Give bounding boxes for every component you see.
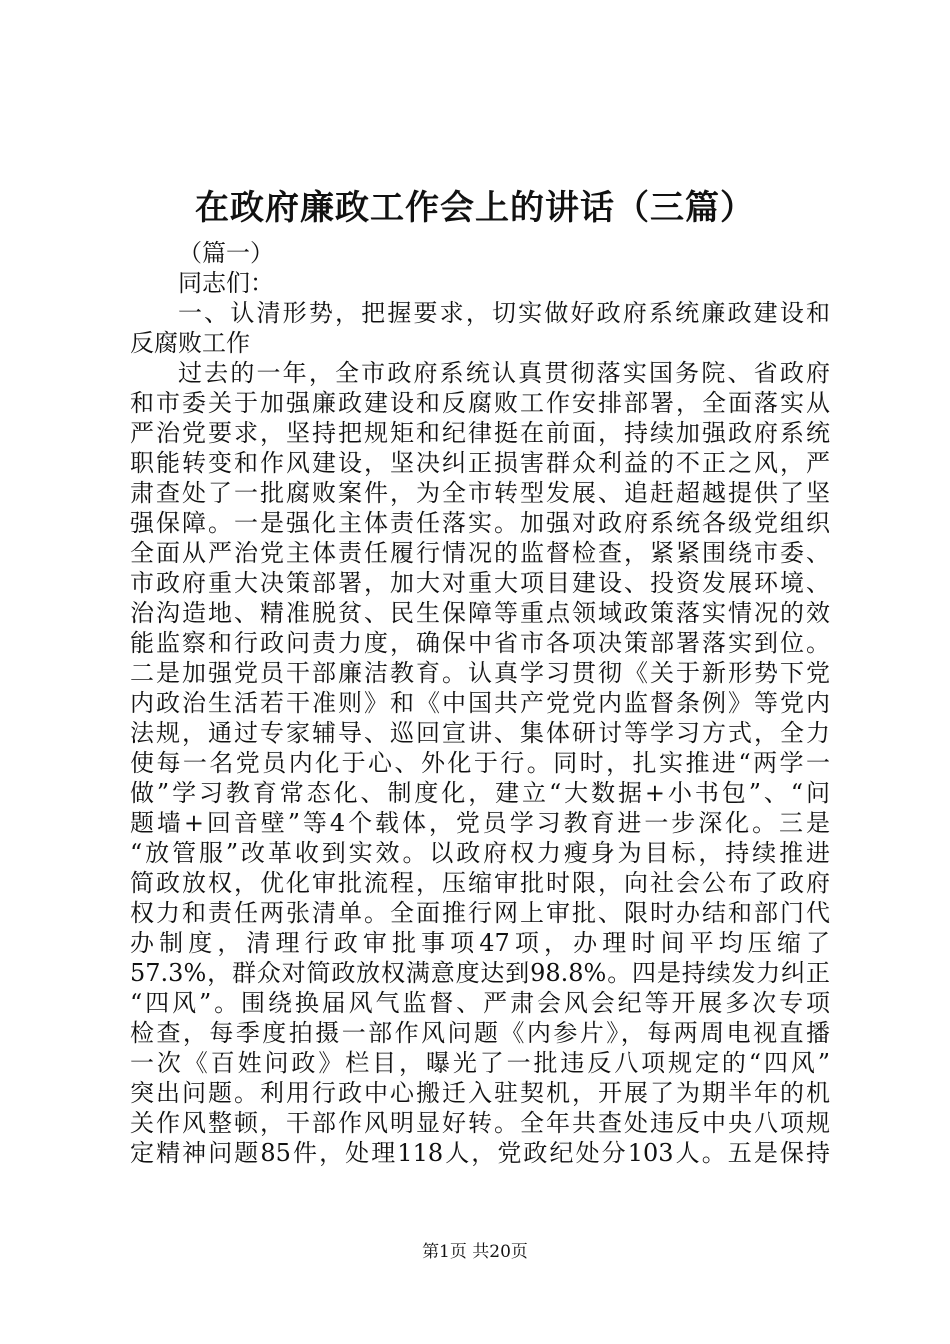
paragraph-line: 一次《百姓问政》栏目，曝光了一批违反八项规定的“四风” (130, 1049, 830, 1077)
paragraph-line: “放管服”改革收到实效。以政府权力瘦身为目标，持续推进 (130, 839, 830, 867)
paragraph-line: 简政放权，优化审批流程，压缩审批时限，向社会公布了政府 (130, 869, 830, 897)
paragraph-line: “四风”。围绕换届风气监督、严肃会风会纪等开展多次专项 (130, 989, 830, 1017)
section-label: （篇一） (178, 239, 274, 267)
heading-line: 反腐败工作 (130, 329, 250, 357)
salutation: 同志们： (178, 269, 274, 297)
paragraph-line: 职能转变和作风建设，坚决纠正损害群众利益的不正之风，严 (130, 449, 830, 477)
paragraph-line: 题墙+回音壁”等4个载体，党员学习教育进一步深化。三是 (130, 809, 830, 837)
paragraph-line: 权力和责任两张清单。全面推行网上审批、限时办结和部门代 (130, 899, 830, 927)
paragraph-line: 法规，通过专家辅导、巡回宣讲、集体研讨等学习方式，全力 (130, 719, 830, 747)
paragraph-line: 57.3%，群众对简政放权满意度达到98.8%。四是持续发力纠正 (130, 959, 830, 987)
document-body (130, 238, 830, 1168)
paragraph-line: 过去的一年，全市政府系统认真贯彻落实国务院、省政府 (178, 359, 830, 387)
paragraph-line: 关作风整顿，干部作风明显好转。全年共查处违反中央八项规 (130, 1109, 830, 1137)
paragraph-line: 使每一名党员内化于心、外化于行。同时，扎实推进“两学一 (130, 749, 830, 777)
paragraph-line: 检查，每季度拍摄一部作风问题《内参片》，每两周电视直播 (130, 1019, 830, 1047)
paragraph-line: 内政治生活若干准则》和《中国共产党党内监督条例》等党内 (130, 689, 830, 717)
paragraph-line: 做”学习教育常态化、制度化，建立“大数据+小书包”、“问 (130, 779, 830, 807)
paragraph-line: 肃查处了一批腐败案件，为全市转型发展、追赶超越提供了坚 (130, 479, 830, 507)
paragraph-line: 定精神问题85件，处理118人，党政纪处分103人。五是保持 (130, 1139, 830, 1167)
paragraph-line: 治沟造地、精准脱贫、民生保障等重点领域政策落实情况的效 (130, 599, 830, 627)
paragraph-line: 和市委关于加强廉政建设和反腐败工作安排部署，全面落实从 (130, 389, 830, 417)
paragraph-line: 突出问题。利用行政中心搬迁入驻契机，开展了为期半年的机 (130, 1079, 830, 1107)
paragraph-line: 办制度，清理行政审批事项47项，办理时间平均压缩了 (130, 929, 830, 957)
paragraph-line: 市政府重大决策部署，加大对重大项目建设、投资发展环境、 (130, 569, 830, 597)
paragraph-line: 全面从严治党主体责任履行情况的监督检查，紧紧围绕市委、 (130, 539, 830, 567)
paragraph-line: 强保障。一是强化主体责任落实。加强对政府系统各级党组织 (130, 509, 830, 537)
page-footer: 第1页 共20页 (422, 1242, 528, 1262)
paragraph-line: 二是加强党员干部廉洁教育。认真学习贯彻《关于新形势下党 (130, 659, 830, 687)
document-title: 在政府廉政工作会上的讲话（三篇） (195, 188, 755, 228)
heading-line: 一、认清形势，把握要求，切实做好政府系统廉政建设和 (178, 299, 830, 327)
paragraph-line: 能监察和行政问责力度，确保中省市各项决策部署落实到位。 (130, 629, 830, 657)
paragraph-line: 严治党要求，坚持把规矩和纪律挺在前面，持续加强政府系统 (130, 419, 830, 447)
